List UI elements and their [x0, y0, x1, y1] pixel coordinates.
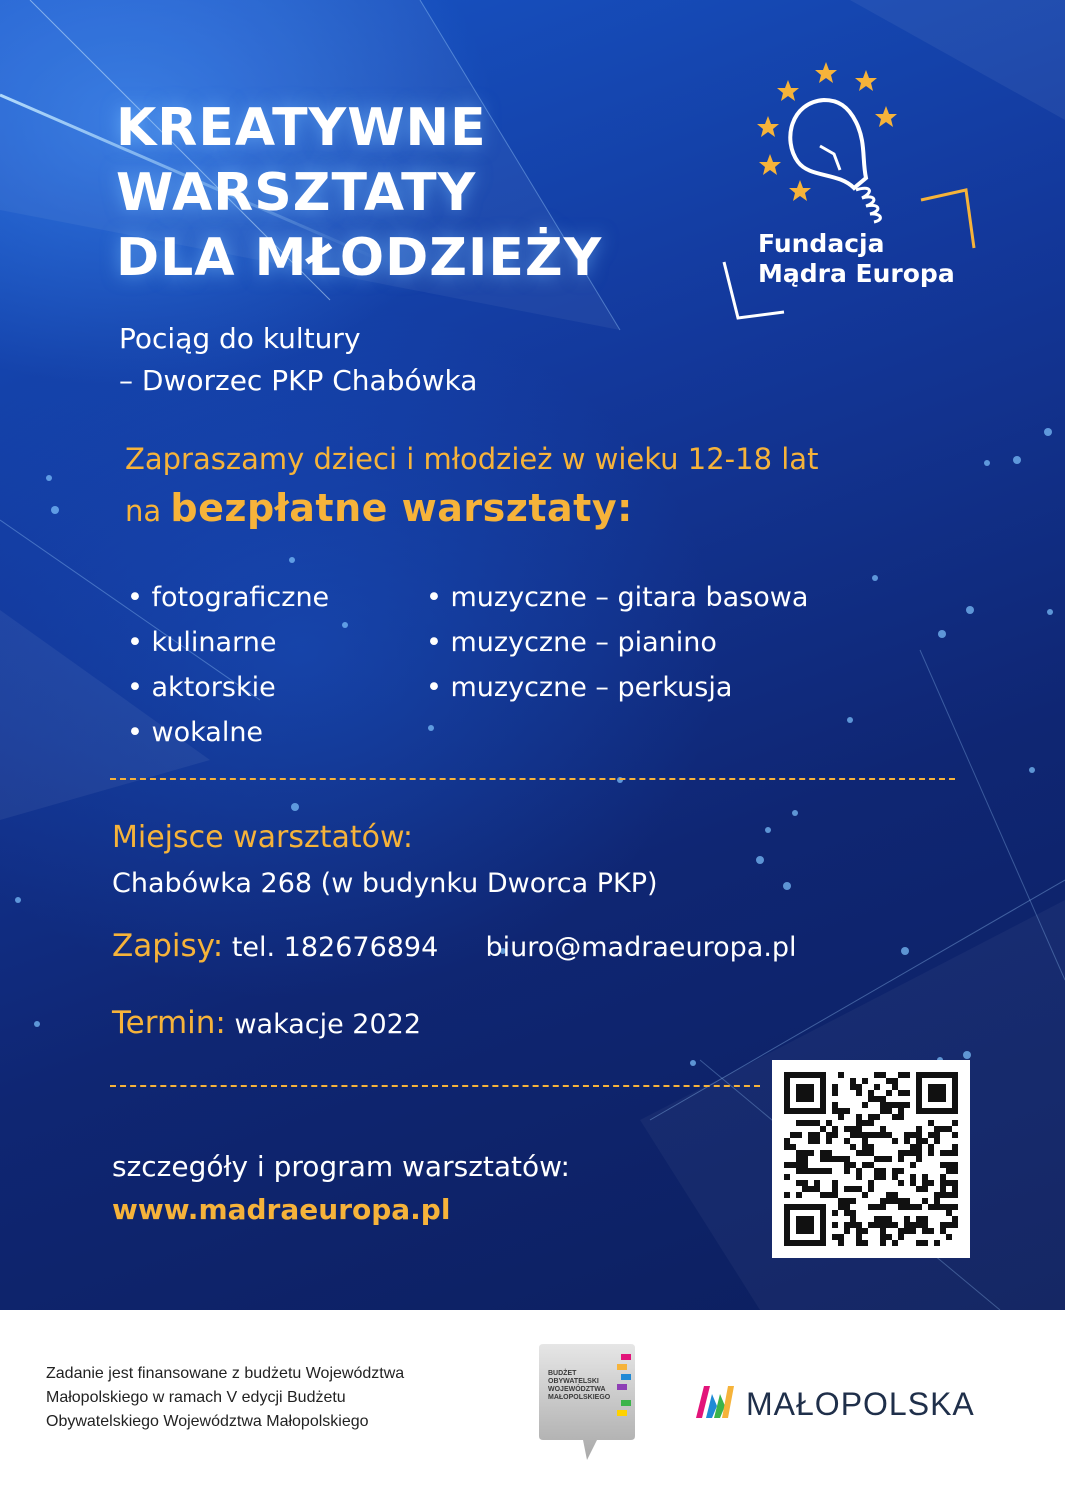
details-label: szczegóły i program warsztatów:: [112, 1150, 570, 1183]
qr-code-graphic: [772, 1060, 970, 1258]
subtitle-line: Pociąg do kultury: [119, 322, 361, 355]
footer: [0, 1310, 1065, 1499]
signup-info: [112, 928, 797, 964]
invite-line: Zapraszamy dzieci i młodzież w wieku 12-18 lat: [125, 442, 819, 476]
funding-note-line: Małopolskiego w ramach V edycji Budżetu: [46, 1389, 346, 1406]
funding-note-line: Zadanie jest finansowane z budżetu Województwa: [46, 1365, 405, 1382]
funding-note-line: Obywatelskiego Województwa Małopolskiego: [46, 1413, 369, 1430]
foundation-logo-text: [758, 229, 955, 289]
list-item: • fotograficzne: [127, 582, 330, 613]
free-workshops-heading: bezpłatne warsztaty:: [170, 486, 633, 530]
badge-line: BUDŻET: [548, 1370, 577, 1377]
logo-line: Mądra Europa: [758, 259, 955, 288]
bulb-outline: [790, 100, 866, 188]
main-title: [116, 96, 602, 291]
badge-line: WOJEWÓDZTWA: [548, 1386, 606, 1393]
subtitle: [119, 318, 477, 402]
invite-highlight-line: [125, 486, 633, 530]
place-value: Chabówka 268 (w budynku Dworca PKP): [112, 868, 658, 899]
divider: [110, 778, 955, 780]
term-label: Termin:: [112, 1005, 226, 1041]
title-line: WARSZTATY: [116, 163, 477, 223]
signup-label: Zapisy:: [112, 928, 224, 964]
badge-line: OBYWATELSKI: [548, 1378, 599, 1385]
list-item: • muzyczne – perkusja: [426, 672, 733, 703]
title-line: KREATYWNE: [116, 98, 487, 158]
budget-badge-logo: [535, 1340, 639, 1464]
title-line: DLA MŁODZIEŻY: [116, 228, 603, 288]
invite-prefix: na: [125, 494, 162, 528]
funding-note: [46, 1362, 404, 1434]
signup-phone[interactable]: tel. 182676894: [231, 932, 439, 963]
workshop-list-right: [426, 575, 808, 710]
website-link[interactable]: www.madraeuropa.pl: [112, 1193, 451, 1226]
list-item: • muzyczne – pianino: [426, 627, 717, 658]
term-info: [112, 1005, 421, 1041]
subtitle-line: – Dworzec PKP Chabówka: [119, 364, 478, 397]
place-label: Miejsce warsztatów:: [112, 820, 414, 855]
budget-badge-text: [548, 1370, 610, 1402]
logo-line: Fundacja: [758, 229, 885, 258]
divider: [110, 1085, 760, 1087]
lightbulb-stars-icon: [716, 60, 986, 330]
list-item: • wokalne: [127, 717, 264, 748]
badge-line: MAŁOPOLSKIEGO: [548, 1394, 611, 1401]
star-icon: [757, 62, 897, 201]
qr-code[interactable]: [772, 1060, 970, 1258]
list-item: • aktorskie: [127, 672, 276, 703]
signup-email[interactable]: biuro@madraeuropa.pl: [485, 932, 797, 963]
malopolska-logo-text: MAŁOPOLSKA: [746, 1386, 975, 1422]
workshop-list-left: [127, 575, 329, 755]
list-item: • kulinarne: [127, 627, 277, 658]
bulb-spiral: [856, 188, 880, 222]
list-item: • muzyczne – gitara basowa: [426, 582, 809, 613]
term-value: wakacje 2022: [234, 1009, 422, 1040]
malopolska-logo-icon: [694, 1380, 738, 1424]
